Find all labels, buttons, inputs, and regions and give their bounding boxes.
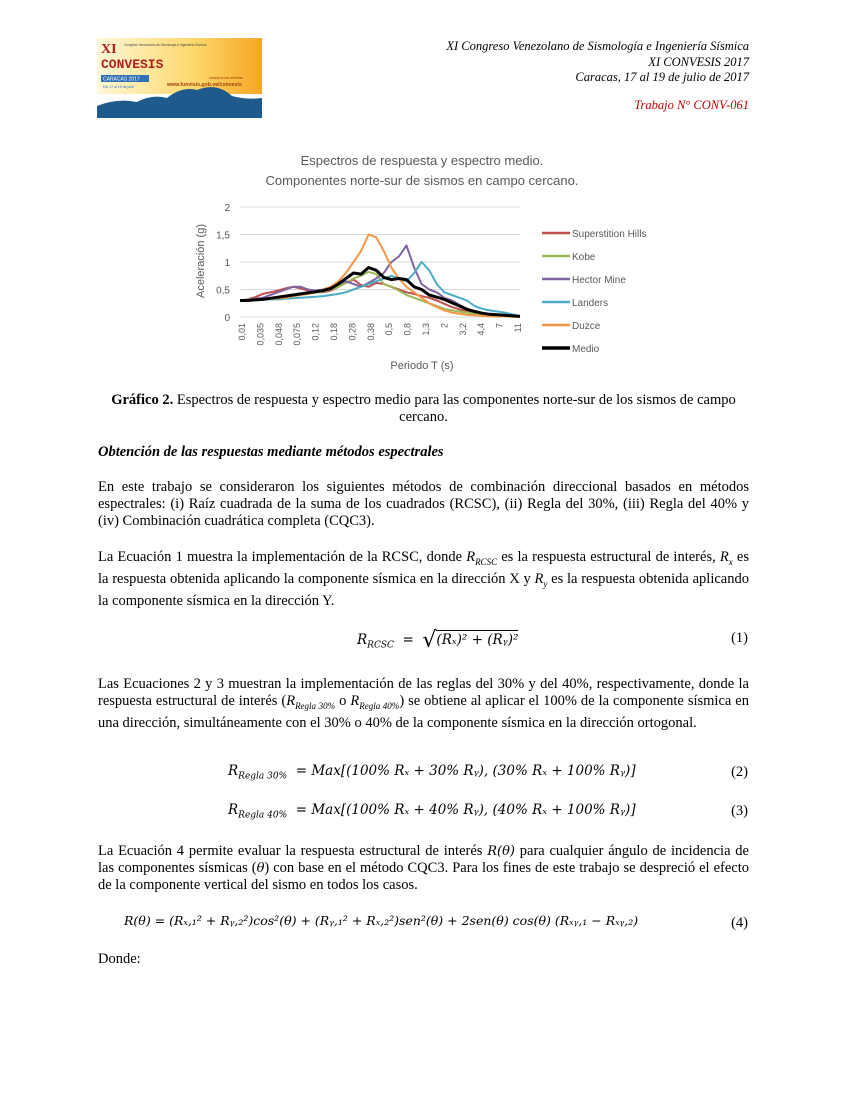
p2-text-c: es la respuesta obtenida aplicando la componente sísmica en la dirección X y: [98, 549, 749, 587]
legend-label: Kobe: [572, 252, 596, 263]
symbol-rx: $R_x$: [719, 549, 733, 567]
symbol-r-theta: R(θ): [487, 844, 515, 859]
logo-city: CARACAS 2017: [103, 76, 140, 83]
caption-label: Gráfico 2.: [111, 392, 174, 408]
y-tick-label: 1,5: [216, 230, 230, 242]
legend-label: Hector Mine: [572, 275, 626, 286]
y-tick-label: 2: [224, 203, 230, 214]
equation-3: $R_{Regla 40\%} = Max[(100\%$ Rₓ + 40% Rᵧ), (40% Rₓ + 100% Rᵧ)]: [228, 802, 636, 821]
x-tick-label: 2: [439, 323, 450, 329]
convesis-logo: [97, 38, 262, 118]
chart-xlabel: Periodo T (s): [390, 360, 454, 372]
x-tick-label: 0,12: [310, 323, 321, 341]
x-tick-label: 0,38: [365, 323, 376, 341]
x-tick-label: 4,4: [476, 323, 487, 336]
equation-3-number: (3): [731, 803, 748, 819]
symbol-ry: $R_y$: [534, 570, 548, 589]
caption-text: Espectros de respuesta y espectro medio para las componentes norte-sur de los sismos de campo cercano.: [173, 392, 736, 425]
series-line-kobe: [240, 272, 520, 317]
conference-short: XI CONVESIS 2017: [648, 54, 749, 69]
x-tick-label: 0,01: [237, 323, 247, 341]
x-tick-label: 0,8: [402, 323, 413, 336]
logo-url: www.funvisis.gob.ve/convesis: [167, 82, 242, 88]
logo-name: CONVESIS: [101, 57, 164, 72]
logo-tagline: Congreso Venezolano de Sismología e Ingeniería Sísmica: [124, 43, 207, 47]
equation-3-rhs: = Max[(100% Rₓ + 40% Rᵧ), (40% Rₓ + 100% Rᵧ)]: [295, 802, 636, 818]
logo-numeral: XI: [101, 42, 117, 57]
page-header: [446, 39, 749, 113]
x-tick-label: 7: [494, 323, 505, 329]
equation-1-number: (1): [731, 630, 748, 646]
y-tick-label: 0,5: [216, 285, 230, 297]
symbol-r-regla30: $R_{Regla 30\%}$: [286, 693, 336, 711]
x-tick-label: 0,18: [329, 323, 339, 341]
chart-ylabel: Aceleración (g): [195, 224, 207, 298]
paragraph-4: La Ecuación 4 permite evaluar la respuesta estructural de interés R(θ) para cualquier ángulo de incidencia de las componentes sísmicas (θ) con base en el método CQC3. Para los fines de este trabajo se despreció el efecto de la componente vertical del sismo en todos los casos.: [98, 843, 749, 893]
paper-number: Trabajo N° CONV-061: [634, 97, 749, 112]
x-tick-label: 0,5: [384, 323, 395, 336]
section-title: Obtención de las respuestas mediante métodos espectrales: [98, 444, 444, 460]
figure-caption: [98, 392, 749, 426]
chart-title-line1: Espectros de respuesta y espectro medio.: [300, 153, 544, 168]
x-tick-label: 1,3: [421, 323, 431, 336]
response-spectra-chart: [180, 145, 680, 380]
conference-location: Caracas, 17 al 19 de julio de 2017: [575, 70, 749, 84]
chart-title-line2: Componentes norte-sur de sismos en campo cercano.: [265, 173, 579, 188]
equation-1: $R_{RCSC} = √(R_x)^2$ + (Rᵧ)²: [357, 628, 519, 653]
donde-label: Donde:: [98, 951, 141, 967]
chart-svg: [180, 145, 680, 380]
equation-4-number: (4): [731, 915, 748, 931]
legend-label: Duzce: [572, 321, 601, 332]
series-line-medio: [240, 268, 520, 317]
y-tick-label: 0: [224, 313, 230, 324]
x-tick-label: 0,048: [273, 323, 284, 346]
legend-label: Medio: [572, 344, 600, 355]
logo-dates: Del 17 al 19 de julio: [103, 85, 134, 89]
legend-label: Landers: [572, 298, 609, 309]
symbol-r-regla40: $R_{Regla 40\%}$: [350, 693, 400, 711]
p2-text-d: es la respuesta obtenida aplicando la componente sísmica en la dirección Y.: [98, 570, 749, 609]
paragraph-1: En este trabajo se consideraron los siguientes métodos de combinación direccional basados en métodos espectrales: (i) Raíz cuadrada de la suma de los cuadrados (RCSC), (ii) Regla del 30%, (iii) Regla del 40% y (iv) Combinación cuadrática completa (CQC3).: [98, 479, 749, 529]
x-tick-label: 0,035: [255, 323, 266, 346]
equation-1-radicand: (Rₓ)² + (Rᵧ)²: [436, 632, 519, 648]
p2-text-b: es la respuesta estructural de interés,: [497, 549, 720, 565]
equation-2-rhs: = Max[(100% Rₓ + 30% Rᵧ), (30% Rₓ + 100% Rᵧ)]: [295, 763, 636, 779]
paragraph-2: [98, 549, 749, 610]
y-tick-label: 1: [224, 258, 230, 269]
x-tick-label: 0,28: [347, 323, 358, 341]
conference-name: XI Congreso Venezolano de Sismología e Ingeniería Sísmica: [446, 39, 749, 53]
symbol-theta: θ: [256, 861, 265, 876]
equation-2: $R_{Regla 30\%} = Max[(100\%$ Rₓ + 30% Rᵧ), (30% Rₓ + 100% Rᵧ)]: [228, 763, 636, 782]
sqrt-icon: √: [422, 628, 437, 653]
p2-text-a: La Ecuación 1 muestra la implementación de la RCSC, donde: [98, 549, 467, 565]
x-tick-label: 11: [513, 323, 523, 333]
x-tick-label: 0,075: [292, 323, 303, 346]
equation-2-number: (2): [731, 764, 748, 780]
legend-label: Superstition Hills: [572, 229, 647, 240]
equation-4: R(θ) = (Rₓ,₁² + Rᵧ,₂²)cos²(θ) + (Rᵧ,₁² + Rₓ,₂²)sen²(θ) + 2sen(θ) cos(θ) (Rₓᵧ,₁ − Rₓᵧ,₂): [124, 913, 639, 928]
x-tick-label: 3,2: [457, 323, 468, 336]
logo-registration: Inscripciones abiertas: [209, 76, 243, 80]
paragraph-3: Las Ecuaciones 2 y 3 muestran la implementación de las reglas del 30% y del 40%, respectivamente, donde la respuesta estructural de interés ($R_{Regla 30\%}$ o $R_{Regla 40\%}$) se obtiene al aplicar el 100% de la componente sísmica en una dirección, simultáneamente con el 30% o 40% de la componente sísmica en la dirección ortogonal.: [98, 676, 749, 731]
symbol-r-rcsc: $R_{RCSC}$: [466, 549, 498, 567]
